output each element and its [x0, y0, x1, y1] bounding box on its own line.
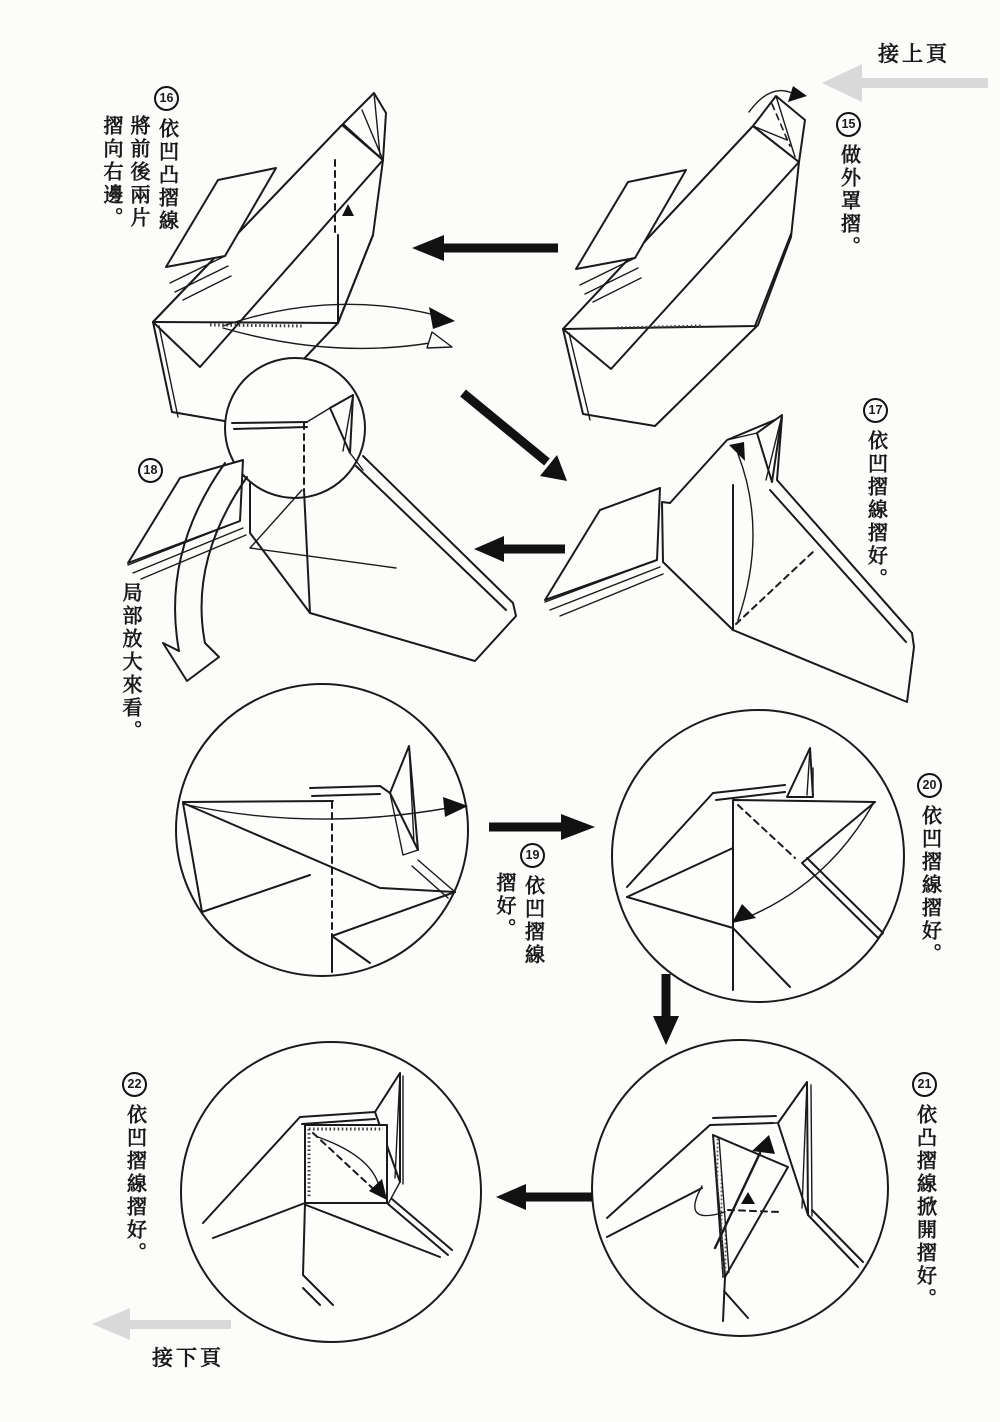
step-16-col-3: 摺向右邊。 — [100, 115, 122, 230]
step-16-col-2: 將前後兩片 — [127, 115, 149, 230]
step-15-instruction: 做外罩摺。 — [837, 144, 860, 259]
origami-detail-step-20 — [608, 708, 908, 1008]
step-22-number: 22 — [122, 1072, 147, 1097]
step-16-label — [100, 86, 179, 233]
step-22-instruction: 依凹摺線摺好。 — [123, 1104, 146, 1265]
step-18-label — [138, 458, 163, 490]
origami-figure-step-18 — [113, 363, 537, 715]
step-19-col-2: 摺好。 — [493, 872, 515, 941]
step-16-number: 16 — [154, 86, 179, 111]
step-20-number: 20 — [917, 773, 942, 798]
origami-detail-step-19 — [172, 678, 472, 978]
step-18-number: 18 — [138, 458, 163, 483]
next-page-label: 接下頁 — [152, 1347, 224, 1370]
step-22-label — [122, 1072, 147, 1265]
step-17-number: 17 — [863, 398, 888, 423]
step-16-col-1: 16依凹凸摺線 — [154, 86, 179, 233]
next-page-arrow-icon — [88, 1306, 233, 1342]
step-20-instruction: 依凹摺線摺好。 — [918, 805, 941, 966]
step-20-label — [917, 773, 942, 966]
flow-arrow-19-to-20 — [483, 811, 601, 843]
step-21-instruction: 依凸摺線掀開摺好。 — [913, 1104, 936, 1311]
step-15-number: 15 — [836, 112, 861, 137]
step-19-col-1: 19依凹摺線 — [520, 843, 545, 967]
step-15-label — [836, 112, 861, 259]
flow-arrow-20-to-21 — [648, 968, 684, 1048]
step-17-instruction: 依凹摺線摺好。 — [864, 430, 887, 591]
origami-figure-step-15 — [555, 82, 815, 427]
prev-page-arrow-icon — [818, 62, 990, 104]
detail-circle — [176, 684, 468, 976]
step-19-label — [493, 843, 545, 967]
origami-detail-step-21 — [588, 1038, 893, 1343]
origami-detail-step-22 — [175, 1038, 487, 1350]
step-18-note: 局部放大來看。 — [119, 582, 141, 743]
step-17-label — [863, 398, 888, 591]
step-21-number: 21 — [912, 1072, 937, 1097]
flow-arrow-21-to-22 — [492, 1181, 597, 1213]
step-19-number: 19 — [520, 843, 545, 868]
flow-arrow-15-to-16 — [408, 232, 563, 264]
prev-page-label: 接上頁 — [878, 43, 950, 66]
step-21-label — [912, 1072, 937, 1311]
